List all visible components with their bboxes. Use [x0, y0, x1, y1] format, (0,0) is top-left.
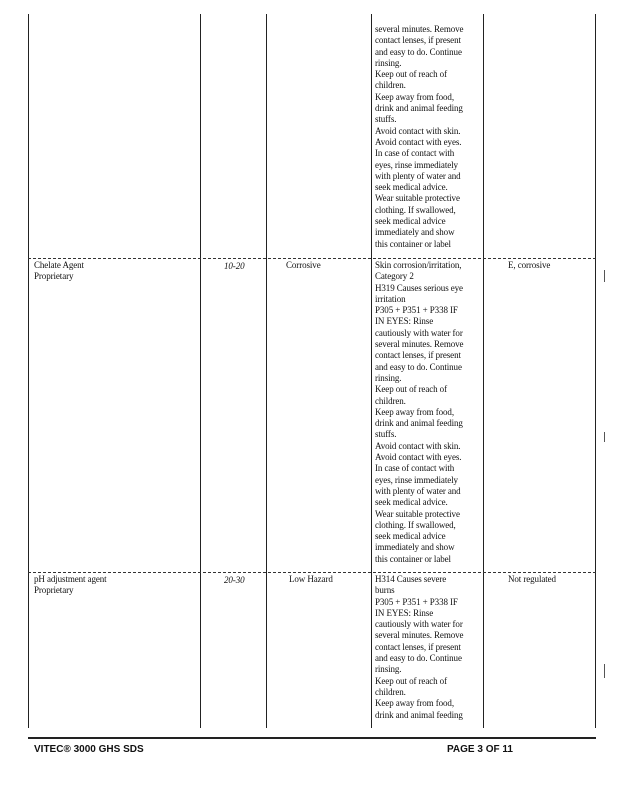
text-line: In case of contact with: [375, 463, 455, 474]
text-line: eyes, rinse immediately: [375, 159, 458, 170]
hazard-class-cell: Corrosive: [286, 260, 321, 270]
scan-mark: [604, 664, 605, 678]
hazard-class-cell: Low Hazard: [289, 574, 333, 584]
scan-mark: [604, 270, 605, 282]
text-line: contact lenses, if present: [375, 35, 461, 46]
text-line: drink and animal feeding: [375, 103, 463, 114]
text-line: and easy to do. Continue: [375, 361, 462, 372]
column-divider: [483, 14, 484, 728]
text-line: stuffs.: [375, 429, 397, 440]
page-number: PAGE 3 OF 11: [447, 744, 513, 755]
text-line: Avoid contact with eyes.: [375, 136, 462, 147]
text-line: Wear suitable protective: [375, 193, 460, 204]
text-line: drink and animal feeding: [375, 418, 463, 429]
column-divider: [200, 14, 201, 728]
text-line: immediately and show: [375, 227, 455, 238]
regulatory-cell: Not regulated: [508, 574, 556, 584]
percent-cell: 10-20: [224, 261, 245, 271]
text-line: IN EYES: Rinse: [375, 607, 434, 618]
text-line: irritation: [375, 293, 406, 304]
text-line: and easy to do. Continue: [375, 46, 462, 57]
text-line: H314 Causes severe: [375, 574, 447, 584]
hazard-statements-cell: [375, 574, 483, 721]
text-line: seek medical advice: [375, 216, 446, 227]
text-line: seek medical advice.: [375, 182, 448, 193]
text-line: and easy to do. Continue: [375, 653, 462, 664]
text-line: cautiously with water for: [375, 619, 463, 630]
text-line: eyes, rinse immediately: [375, 474, 458, 485]
scan-mark: [604, 432, 605, 442]
percent-cell: 20-30: [224, 575, 245, 585]
hazard-statements-cell: [375, 260, 483, 565]
ingredient-cell: [34, 260, 194, 283]
text-line: several minutes. Remove: [375, 24, 464, 34]
text-line: drink and animal feeding: [375, 709, 463, 720]
column-divider: [266, 14, 267, 728]
text-line: Avoid contact with eyes.: [375, 452, 462, 463]
text-line: clothing. If swallowed,: [375, 519, 456, 530]
text-line: IN EYES: Rinse: [375, 316, 434, 327]
text-line: Keep out of reach of: [375, 675, 447, 686]
text-line: Keep away from food,: [375, 698, 454, 709]
text-line: stuffs.: [375, 114, 397, 125]
text-line: several minutes. Remove: [375, 339, 464, 350]
text-line: Wear suitable protective: [375, 508, 460, 519]
text-line: clothing. If swallowed,: [375, 204, 456, 215]
text-line: rinsing.: [375, 57, 402, 68]
document-title: VITEC® 3000 GHS SDS: [34, 744, 144, 755]
text-line: seek medical advice.: [375, 497, 448, 508]
text-line: burns: [375, 585, 395, 596]
text-line: H319 Causes serious eye: [375, 282, 463, 293]
text-line: Avoid contact with skin.: [375, 125, 461, 136]
text-line: Chelate Agent: [34, 260, 84, 270]
text-line: P305 + P351 + P338 IF: [375, 305, 458, 316]
text-line: this container or label: [375, 238, 451, 249]
regulatory-cell: E, corrosive: [508, 260, 551, 270]
table-border-left: [28, 14, 29, 728]
row-divider: [28, 258, 596, 259]
text-line: contact lenses, if present: [375, 350, 461, 361]
text-line: with plenty of water and: [375, 170, 461, 181]
text-line: pH adjustment agent: [34, 574, 107, 584]
text-line: children.: [375, 395, 406, 406]
text-line: P305 + P351 + P338 IF: [375, 596, 458, 607]
hazard-statements-cell: [375, 24, 483, 250]
text-line: children.: [375, 80, 406, 91]
text-line: Keep away from food,: [375, 406, 454, 417]
text-line: Proprietary: [34, 585, 74, 596]
text-line: Skin corrosion/irritation,: [375, 260, 462, 270]
row-divider: [28, 572, 596, 573]
text-line: rinsing.: [375, 664, 402, 675]
text-line: Keep out of reach of: [375, 69, 447, 80]
text-line: cautiously with water for: [375, 327, 463, 338]
text-line: immediately and show: [375, 542, 455, 553]
text-line: several minutes. Remove: [375, 630, 464, 641]
text-line: In case of contact with: [375, 148, 455, 159]
text-line: Proprietary: [34, 271, 74, 282]
text-line: Category 2: [375, 271, 414, 282]
ingredient-cell: [34, 574, 194, 597]
text-line: Keep away from food,: [375, 91, 454, 102]
column-divider: [371, 14, 372, 728]
composition-table: [28, 14, 596, 728]
text-line: Avoid contact with skin.: [375, 440, 461, 451]
text-line: contact lenses, if present: [375, 641, 461, 652]
text-line: this container or label: [375, 553, 451, 564]
text-line: with plenty of water and: [375, 485, 461, 496]
text-line: Keep out of reach of: [375, 384, 447, 395]
text-line: children.: [375, 686, 406, 697]
table-border-right: [595, 14, 596, 728]
text-line: seek medical advice: [375, 531, 446, 542]
footer-rule: [28, 737, 596, 739]
text-line: rinsing.: [375, 372, 402, 383]
